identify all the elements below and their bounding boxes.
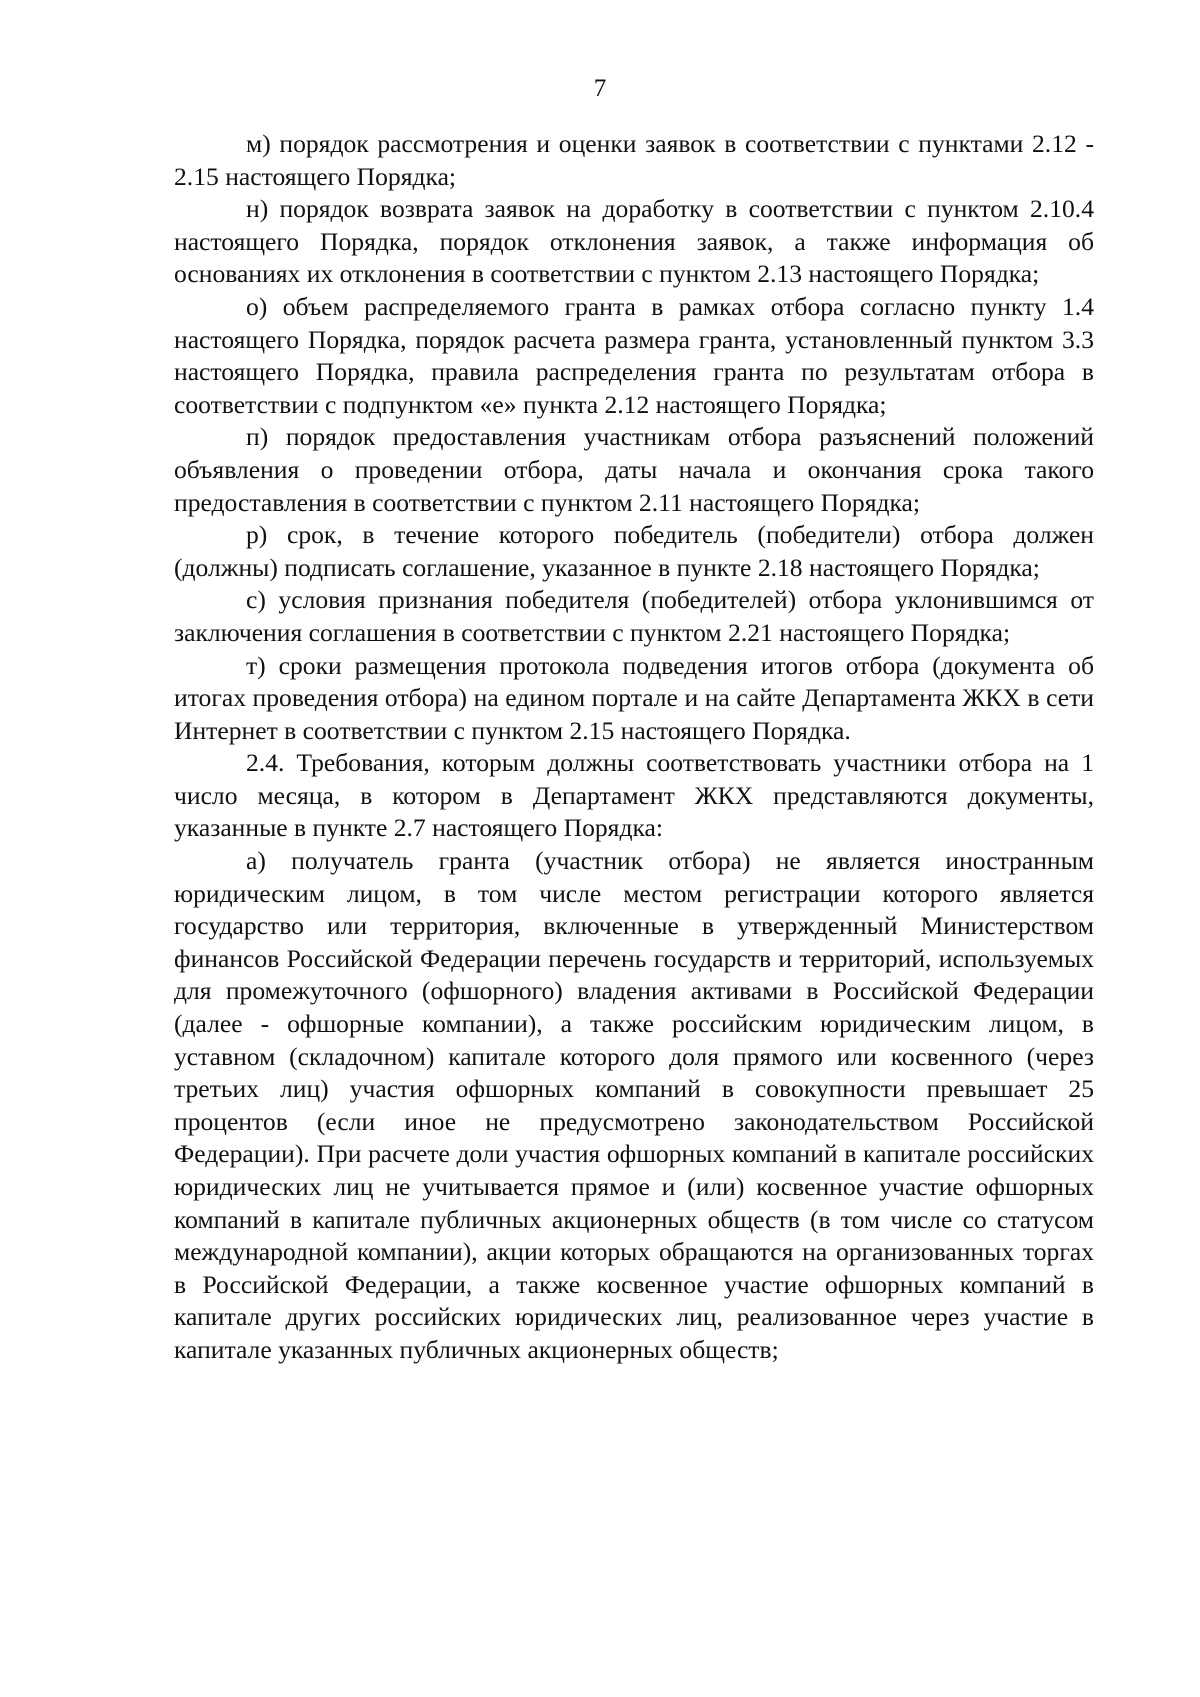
document-body (174, 128, 1094, 1367)
paragraph-item-a: а) получатель гранта (участник отбора) не является иностранным юридическим лицом, в том числе местом регистрации которого является государство или территория, включенные в утвержденный Министерством финансов Российской Федерации перечень государств и территорий, используемых для промежуточного (офшорного) владения активами в Российской Федерации (далее - офшорные компании), а также российским юридическим лицом, в уставном (складочном) капитале которого доля прямого или косвенного (через третьих лиц) участия офшорных компаний в совокупности превышает 25 процентов (если иное не предусмотрено законодательством Российской Федерации). При расчете доли участия офшорных компаний в капитале российских юридических лиц не учитывается прямое и (или) косвенное участие офшорных компаний в капитале публичных акционерных обществ (в том числе со статусом международной компании), акции которых обращаются на организованных торгах в Российской Федерации, а также косвенное участие офшорных компаний в капитале других российских юридических лиц, реализованное через участие в капитале указанных публичных акционерных обществ; (174, 846, 1094, 1364)
paragraph-item-m: м) порядок рассмотрения и оценки заявок в соответствии с пунктами 2.12 - 2.15 настоящего Порядка; (174, 129, 1094, 191)
paragraph-item-t: т) сроки размещения протокола подведения итогов отбора (документа об итогах проведения отбора) на едином портале и на сайте Департамента ЖКХ в сети Интернет в соответствии с пунктом 2.15 настоящего Порядка. (174, 650, 1094, 745)
paragraph-section-2-4: 2.4. Требования, которым должны соответствовать участники отбора на 1 число месяца, в котором в Департамент ЖКХ представляются документы, указанные в пункте 2.7 настоящего Порядка: (174, 748, 1094, 843)
page-number: 7 (593, 75, 607, 102)
paragraph-item-p: п) порядок предоставления участникам отбора разъяснений положений объявления о проведении отбора, даты начала и окончания срока такого предоставления в соответствии с пунктом 2.11 настоящего Порядка; (174, 422, 1094, 517)
paragraph-item-o: о) объем распределяемого гранта в рамках отбора согласно пункту 1.4 настоящего Порядка, порядок расчета размера гранта, установленный пунктом 3.3 настоящего Порядка, правила распределения гранта по результатам отбора в соответствии с подпунктом «е» пункта 2.12 настоящего Порядка; (174, 291, 1094, 419)
paragraph-item-s: с) условия признания победителя (победителей) отбора уклонившимся от заключения соглашения в соответствии с пунктом 2.21 настоящего Порядка; (174, 585, 1094, 647)
paragraph-item-n: н) порядок возврата заявок на доработку в соответствии с пунктом 2.10.4 настоящего Порядка, порядок отклонения заявок, а также информация об основаниях их отклонения в соответствии с пунктом 2.13 настоящего Порядка; (174, 194, 1094, 289)
paragraph-item-r: р) срок, в течение которого победитель (победители) отбора должен (должны) подписать соглашение, указанное в пункте 2.18 настоящего Порядка; (174, 520, 1094, 582)
